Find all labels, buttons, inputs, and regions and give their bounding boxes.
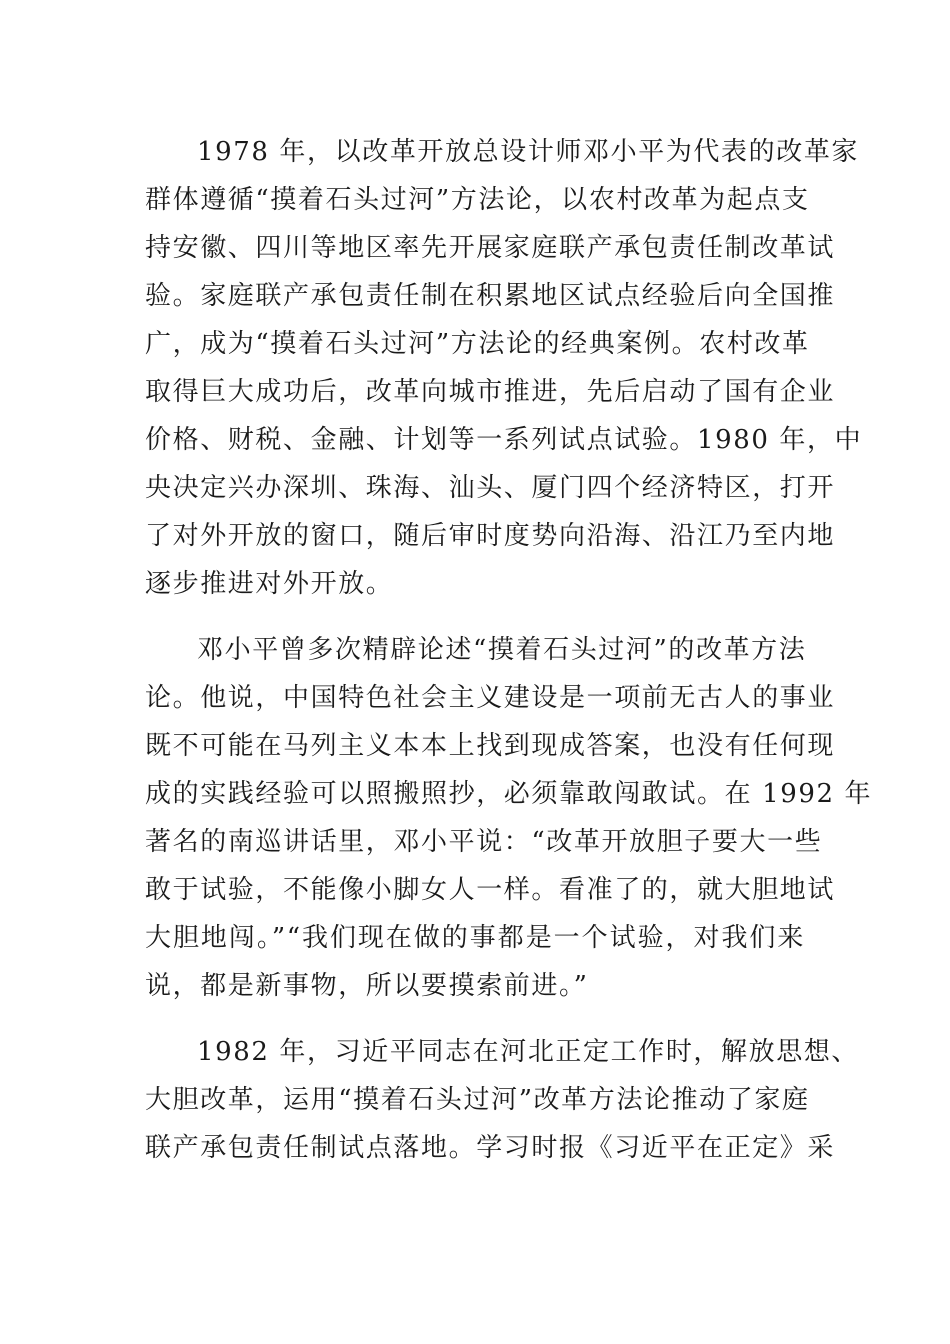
text-line: 逐步推进对外开放。	[145, 569, 394, 599]
text-line: 邓小平曾多次精辟论述“摸着石头过河”的改革方法	[197, 635, 807, 665]
text-line: 敢于试验，不能像小脚女人一样。看准了的，就大胆地试	[145, 875, 836, 905]
text-line: 群体遵循“摸着石头过河”方法论，以农村改革为起点支	[145, 185, 810, 215]
text-line: 1982 年，习近平同志在河北正定工作时，解放思想、	[197, 1037, 860, 1067]
text-line: 取得巨大成功后，改革向城市推进，先后启动了国有企业	[145, 377, 836, 407]
text-line: 说，都是新事物，所以要摸索前进。”	[145, 971, 589, 1001]
text-line: 著名的南巡讲话里，邓小平说：“改革开放胆子要大一些	[145, 827, 823, 857]
text-line: 1978 年，以改革开放总设计师邓小平为代表的改革家	[197, 137, 860, 167]
paragraph-1982-zhengding	[145, 1028, 860, 1172]
text-line: 论。他说，中国特色社会主义建设是一项前无古人的事业	[145, 683, 836, 713]
document-page	[145, 128, 873, 1172]
paragraph-spacer	[145, 608, 805, 626]
text-line: 持安徽、四川等地区率先开展家庭联产承包责任制改革试	[145, 233, 836, 263]
text-line: 央决定兴办深圳、珠海、汕头、厦门四个经济特区，打开	[145, 473, 836, 503]
text-line: 大胆改革，运用“摸着石头过河”改革方法论推动了家庭	[145, 1085, 810, 1115]
text-line: 验。家庭联产承包责任制在积累地区试点经验后向全国推	[145, 281, 836, 311]
text-line: 广，成为“摸着石头过河”方法论的经典案例。农村改革	[145, 329, 810, 359]
paragraph-deng-methodology	[145, 626, 873, 1010]
text-line: 既不可能在马列主义本本上找到现成答案，也没有任何现	[145, 731, 836, 761]
paragraph-spacer	[145, 1010, 805, 1028]
paragraph-1978-reform	[145, 128, 863, 608]
text-line: 大胆地闯。”“我们现在做的事都是一个试验，对我们来	[145, 923, 805, 953]
text-line: 联产承包责任制试点落地。学习时报《习近平在正定》采	[145, 1133, 836, 1163]
text-line: 价格、财税、金融、计划等一系列试点试验。1980 年，中	[145, 425, 863, 455]
text-line: 成的实践经验可以照搬照抄，必须靠敢闯敢试。在 1992 年	[145, 779, 873, 809]
text-line: 了对外开放的窗口，随后审时度势向沿海、沿江乃至内地	[145, 521, 836, 551]
